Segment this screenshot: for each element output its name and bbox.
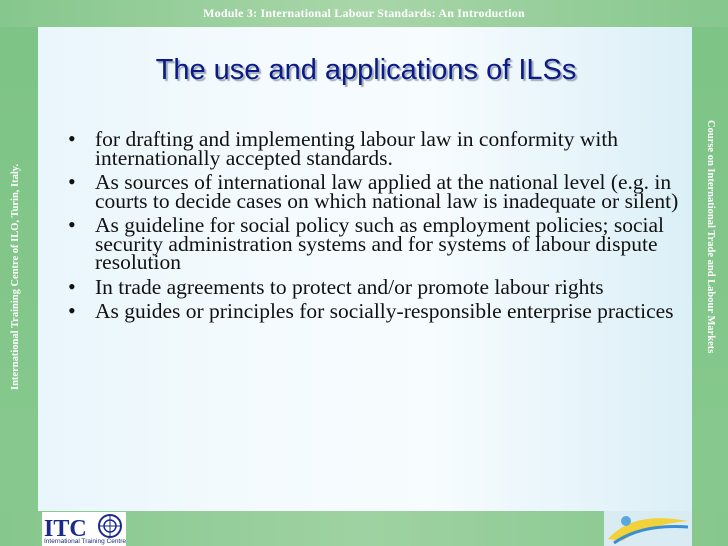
bullet-list: [62, 126, 682, 327]
bullet-text: As guideline for social policy such as employment policies; social security administration systems and for systems of labour dispute resolution: [95, 213, 665, 274]
bullet-text: As guides or principles for socially-responsible enterprise practices: [95, 299, 674, 323]
left-vertical-caption: International Training Centre of ILO, Turin, Italy.: [10, 163, 21, 390]
itc-subtitle: International Training Centre: [44, 538, 127, 545]
bullet-dot-icon: •: [68, 298, 76, 323]
itc-logo-text: ITC: [44, 516, 87, 542]
top-bar: [0, 0, 728, 27]
bullet-item: [62, 298, 682, 323]
bullet-dot-icon: •: [68, 273, 76, 299]
bullet-dot-icon: •: [68, 126, 76, 151]
bullet-dot-icon: •: [68, 212, 76, 237]
slide-title: The use and applications of ILSs: [155, 54, 577, 86]
course-emblem-icon: [604, 511, 692, 546]
bullet-item: [62, 273, 682, 299]
bullet-item: [62, 126, 682, 170]
bullet-item: [62, 212, 682, 274]
bullet-item: [62, 169, 682, 213]
module-title: Module 3: International Labour Standards: An Introduction: [203, 6, 525, 20]
bullet-text: In trade agreements to protect and/or promote labour rights: [95, 274, 604, 299]
bullet-dot-icon: •: [68, 169, 76, 194]
right-vertical-caption: Course on International Trade and Labour Markets: [705, 120, 716, 354]
bullet-text: for drafting and implementing labour law in conformity with internationally accepted standards.: [95, 127, 619, 170]
bullet-text: As sources of international law applied at the national level (e.g. in courts to decide cases on which national law is inadequate or silent): [95, 170, 679, 213]
